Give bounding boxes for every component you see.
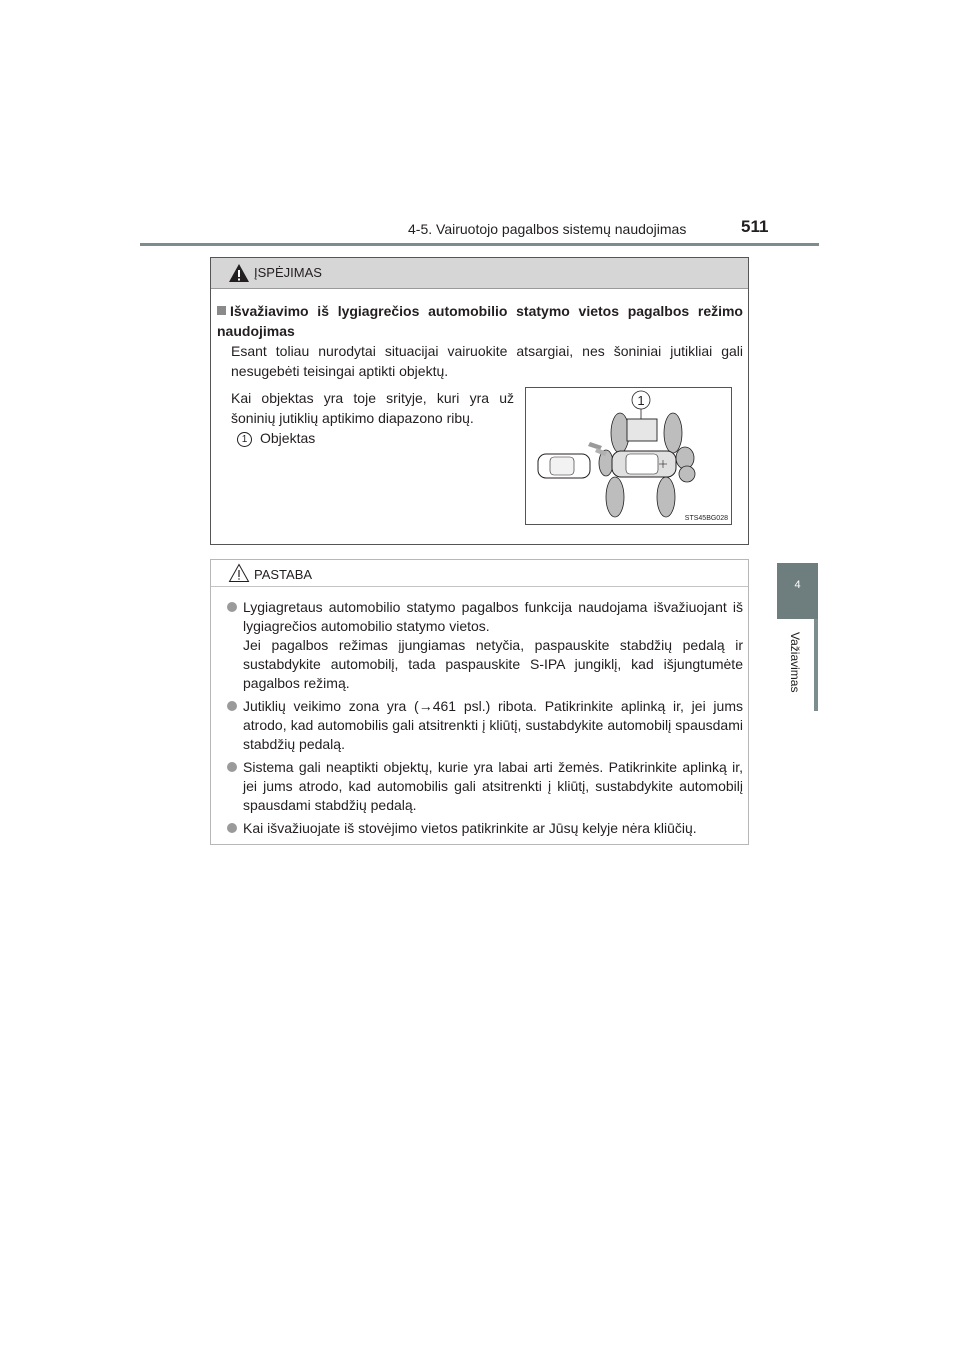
warning-object-text: Kai objektas yra toje srityje, kuri yra už šoninių jutiklių aptikimo diapazono ribų. [231, 390, 514, 426]
header-rule [140, 243, 819, 246]
warning-header [211, 258, 748, 289]
bullet-icon [227, 701, 237, 711]
note-title: PASTABA [254, 567, 313, 582]
bullet-icon [227, 762, 237, 772]
list-item [227, 598, 743, 693]
chapter-number: 4 [794, 579, 801, 591]
legend-number: 1 [237, 432, 252, 447]
direction-arrow [588, 442, 602, 450]
page-number: 511 [741, 217, 769, 236]
chapter-tab[interactable] [777, 563, 818, 619]
list-item [227, 697, 743, 754]
note-item-text: Jei pagalbos režimas įjungiamas netyčia, paspauskite stabdžių pedalą ir sustabdykite automobilį, tada paspauskite S-IPA jungiklį, kad išjungtumėte pagalbos režimą. [243, 637, 743, 691]
parking-sensor-diagram [525, 387, 732, 525]
square-bullet-icon [217, 306, 226, 315]
sensor-zone [679, 466, 695, 482]
note-list [227, 598, 743, 842]
note-header [211, 560, 748, 587]
note-item-text: Lygiagretaus automobilio statymo pagalbos funkcija naudojama išvažiuojant iš lygiagrečios automobilio statymo vietos. [243, 599, 743, 634]
warning-triangle-icon [228, 263, 250, 283]
warning-box [210, 257, 749, 545]
legend-label: Objektas [260, 430, 316, 446]
object-box [627, 419, 657, 441]
note-item-text: Jutiklių veikimo zona yra (→461 psl.) ribota. Patikrinkite aplinką ir, jei jums atrodo, kad automobilis gali atsitrenkti į kliūtį, sustabdykite automobilį spausdami stabdžių pedalą. [243, 698, 743, 752]
warning-heading: Išvažiavimo iš lygiagrečios automobilio statymo vietos pagalbos režimo naudojimas [217, 303, 743, 339]
sensor-zone [606, 477, 624, 517]
diagram-code: STS45BG028 [684, 515, 728, 522]
sensor-zone [657, 477, 675, 517]
legend-item [237, 428, 315, 448]
sensor-zone [676, 447, 694, 469]
warning-intro: Esant toliau nurodytai situacijai vairuokite atsargiai, nes šoniniai jutikliai gali nesugebėti teisingai aptikti objektų. [231, 343, 743, 379]
sensor-zone [664, 413, 682, 453]
caution-triangle-icon [228, 563, 250, 583]
diagram-callout: 1 [637, 393, 645, 408]
list-item [227, 819, 743, 838]
sensor-zone [611, 413, 629, 453]
bullet-icon [227, 823, 237, 833]
note-item-text: Kai išvažiuojate iš stovėjimo vietos patikrinkite ar Jūsų kelyje nėra kliūčių. [243, 820, 697, 836]
warning-title: ĮSPĖJIMAS [254, 265, 322, 280]
note-item-text: Sistema gali neaptikti objektų, kurie yra labai arti žemės. Patikrinkite aplinką ir, jei jums atrodo, kad automobilis gali atsitrenkti į kliūtį, sustabdykite automobilį spausdami stabdžių pedalą. [243, 759, 743, 813]
diagram-illustration [526, 388, 731, 524]
note-box [210, 559, 749, 845]
chapter-rule [814, 619, 818, 711]
list-item [227, 758, 743, 815]
chapter-label: Važiavimas [788, 632, 802, 693]
section-title: 4-5. Vairuotojo pagalbos sistemų naudojimas [408, 221, 687, 237]
bullet-icon [227, 602, 237, 612]
